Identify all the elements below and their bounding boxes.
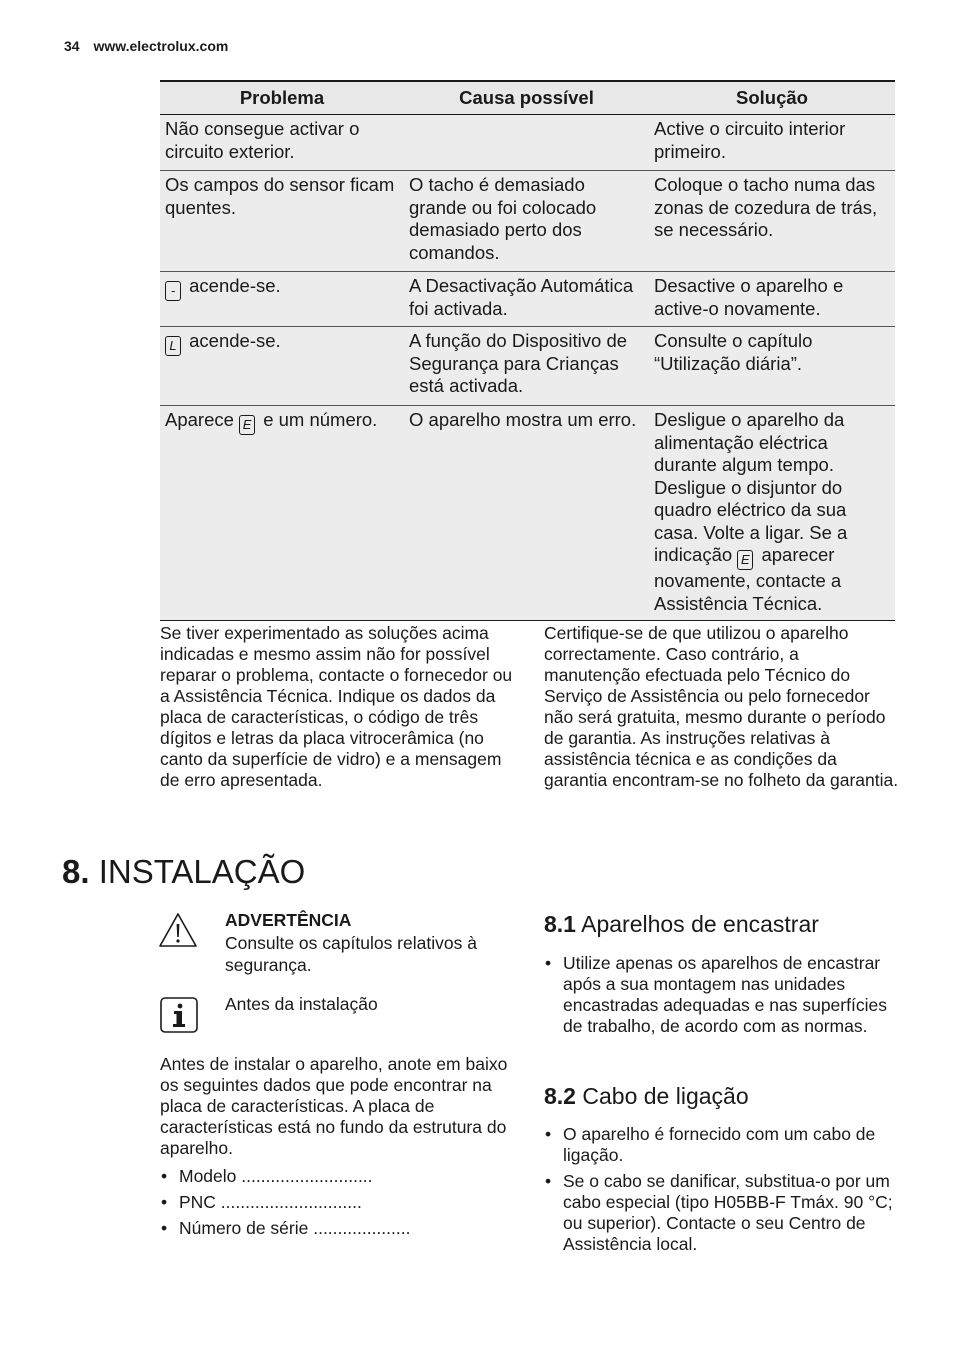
solution-text-part1: Desligue o aparelho da alimentação eléctrica durante algum tempo. Desligue o disjuntor do quadro eléctrico da sua casa. Volte a ligar. Se a indicação	[654, 409, 848, 565]
problem-cell	[160, 327, 404, 406]
problem-cell	[160, 272, 404, 327]
page-header	[64, 38, 228, 54]
chapter-number: 8.	[62, 853, 90, 890]
table-row	[160, 272, 895, 327]
column-header-problem: Problema	[160, 81, 404, 115]
warning-text: Consulte os capítulos relativos à segurança.	[225, 933, 477, 975]
cause-cell: A função do Dispositivo de Segurança para Crianças está activada.	[404, 327, 649, 406]
section-title: Cabo de ligação	[582, 1083, 749, 1109]
cause-cell: A Desactivação Automática foi activada.	[404, 272, 649, 327]
solution-cell: Consulte o capítulo “Utilização diária”.	[649, 327, 895, 406]
chapter-heading	[62, 850, 305, 894]
install-intro-paragraph: Antes de instalar o aparelho, anote em baixo os seguintes dados que pode encontrar na placa de características. A placa de características está no fundo da estrutura do aparelho.	[160, 1054, 508, 1158]
chapter-title: INSTALAÇÃO	[98, 853, 306, 890]
solution-cell: Active o circuito interior primeiro.	[649, 115, 895, 171]
website-url: www.electrolux.com	[93, 38, 229, 54]
problem-prefix: Aparece	[165, 409, 234, 430]
info-icon	[160, 997, 198, 1033]
section-title: Aparelhos de encastrar	[581, 911, 819, 937]
list-item: • Se o cabo se danificar, substitua-o por um cabo especial (tipo H05BB-F Tmáx. 90 °C; ou superior). Contacte o seu Centro de Assistência local.	[544, 1171, 899, 1255]
cause-cell	[404, 115, 649, 171]
display-error-symbol-icon: E	[239, 415, 255, 435]
section-8-2-list	[544, 1124, 899, 1255]
section-heading-8-2	[544, 1081, 749, 1111]
section-number: 8.2	[544, 1083, 576, 1109]
solution-text-part2: aparecer novamente, contacte a Assistência Técnica.	[654, 544, 842, 614]
list-item: • Número de série ....................	[160, 1218, 515, 1239]
solution-cell	[649, 406, 895, 621]
section-heading-8-1	[544, 909, 819, 939]
table-row	[160, 327, 895, 406]
after-table-right-paragraph: Certifique-se de que utilizou o aparelho correctamente. Caso contrário, a manutenção efectuada pelo Técnico do Serviço de Assistência ou pelo fornecedor não será gratuita, mesmo durante o período de garantia. As instruções relativas à assistência técnica e as condições da garantia encontram-se no folheto da garantia.	[544, 623, 899, 790]
table-row	[160, 115, 895, 171]
info-text: Antes da instalação	[225, 994, 378, 1014]
display-error-symbol-icon: E	[737, 550, 753, 570]
warning-title: ADVERTÊNCIA	[225, 910, 352, 930]
list-item: • Modelo ...........................	[160, 1166, 515, 1187]
table-row	[160, 406, 895, 621]
section-8-1-list	[544, 953, 899, 1037]
problem-text: acende-se.	[189, 330, 281, 351]
list-item: • O aparelho é fornecido com um cabo de ligação.	[544, 1124, 899, 1166]
install-data-list	[160, 1166, 515, 1239]
page-number: 34	[64, 38, 80, 54]
troubleshooting-table	[160, 80, 895, 621]
section-number: 8.1	[544, 911, 576, 937]
table-header-row	[160, 81, 895, 115]
problem-cell: Não consegue activar o circuito exterior.	[160, 115, 404, 171]
display-lock-symbol-icon: L	[165, 336, 181, 356]
after-table-left-paragraph: Se tiver experimentado as soluções acima indicadas e mesmo assim não for possível reparar o problema, contacte o fornecedor ou a Assistência Técnica. Indique os dados da placa de características, o código de três dígitos e letras da placa vitrocerâmica (no canto da superfície de vidro) e a mensagem de erro apresentada.	[160, 623, 513, 790]
list-item: • Utilize apenas os aparelhos de encastrar após a sua montagem nas unidades encastradas adequadas e nas superfícies de trabalho, de acordo com as normas.	[544, 953, 899, 1037]
display-dash-symbol-icon: -	[165, 281, 181, 301]
cause-cell: O aparelho mostra um erro.	[404, 406, 649, 621]
table-row	[160, 171, 895, 272]
list-item: • PNC .............................	[160, 1192, 515, 1213]
column-header-cause: Causa possível	[404, 81, 649, 115]
cause-cell: O tacho é demasiado grande ou foi colocado demasiado perto dos comandos.	[404, 171, 649, 272]
warning-triangle-icon	[158, 912, 198, 948]
problem-text: acende-se.	[189, 275, 281, 296]
solution-cell: Coloque o tacho numa das zonas de cozedura de trás, se necessário.	[649, 171, 895, 272]
problem-suffix: e um número.	[263, 409, 378, 430]
problem-cell	[160, 406, 404, 621]
solution-cell: Desactive o aparelho e active-o novamente.	[649, 272, 895, 327]
problem-cell: Os campos do sensor ficam quentes.	[160, 171, 404, 272]
column-header-solution: Solução	[649, 81, 895, 115]
